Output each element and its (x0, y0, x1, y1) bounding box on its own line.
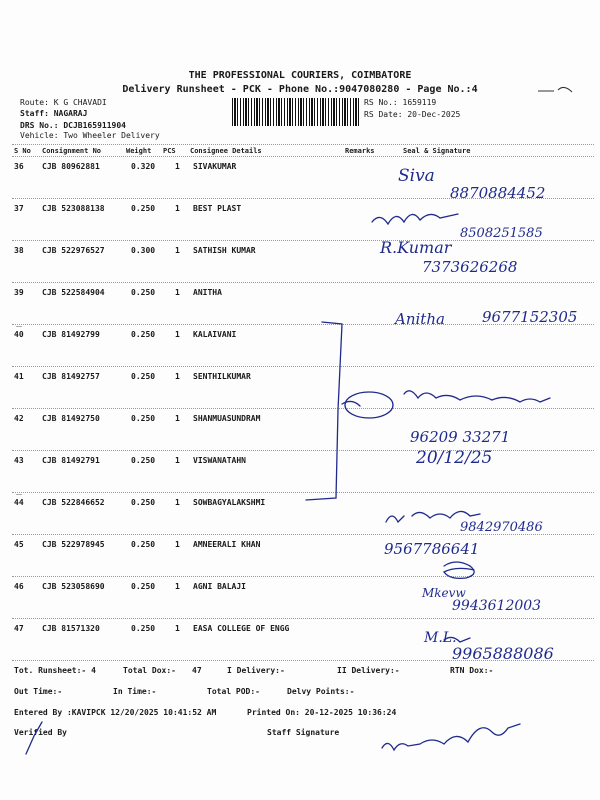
handwritten-phone: 9943612003 (452, 598, 542, 614)
handwritten-signature: Siva (398, 166, 435, 186)
row-pcs: 1 (175, 162, 180, 171)
col-seal-signature: Seal & Signature (403, 147, 471, 155)
row-weight: 0.250 (131, 498, 156, 507)
row-pcs: 1 (175, 330, 180, 339)
row-pcs: 1 (175, 582, 180, 591)
row-sno: 45 (14, 540, 24, 549)
row-weight: 0.250 (131, 540, 156, 549)
col-sno: S No (14, 147, 31, 155)
col-remarks: Remarks (345, 147, 375, 155)
row-pcs: 1 (175, 498, 180, 507)
row-pcs: 1 (175, 624, 180, 633)
handwritten-date: 20/12/25 (416, 448, 493, 468)
col-weight: Weight (126, 147, 152, 155)
row-consignee-name: AMNEERALI KHAN (193, 540, 261, 549)
row-consignee-name: AGNI BALAJI (193, 582, 246, 591)
row-consignee-name: SENTHILKUMAR (193, 372, 251, 381)
col-consignment: Consignment No (42, 147, 102, 155)
entered-by: Entered By :KAVIPCK 12/20/2025 10:41:52 AM (14, 708, 217, 717)
handwritten-phone: 9677152305 (482, 308, 578, 326)
row-sno: 46 (14, 582, 24, 591)
handwritten-signature: Anitha (395, 310, 445, 328)
row-sno: 38 (14, 246, 24, 255)
col-pcs: PCS (163, 147, 176, 155)
row-consignment-no: CJB 81492791 (42, 456, 100, 465)
row-sno: 39 (14, 288, 24, 297)
row-consignment-no: CJB 523058690 (42, 582, 105, 591)
row-weight: 0.320 (131, 162, 156, 171)
row-sno: 47 (14, 624, 24, 633)
row-weight: 0.250 (131, 624, 156, 633)
handwritten-signature: M.L. (424, 630, 457, 646)
out-time: Out Time:- (14, 687, 63, 696)
company-title: THE PROFESSIONAL COURIERS, COIMBATORE (188, 70, 412, 81)
row-pcs: 1 (175, 540, 180, 549)
row-consignment-no: CJB 522846652 (42, 498, 105, 507)
runsheet-subtitle: Delivery Runsheet - PCK - Phone No.:9047080280 - Page No.:4 (122, 84, 478, 95)
staff-signature-label: Staff Signature (267, 728, 340, 737)
row-consignee-name: VISWANATAHN (193, 456, 246, 465)
handwritten-phone: 96209 33271 (410, 428, 511, 446)
staff-label: Staff: NAGARAJ (20, 109, 88, 118)
ii-delivery: II Delivery:- (337, 666, 400, 675)
row-sno: 42 (14, 414, 24, 423)
col-consignee: Consignee Details (190, 147, 262, 155)
vehicle-label: Vehicle: Two Wheeler Delivery (20, 131, 160, 140)
row-weight: 0.250 (131, 582, 156, 591)
row-pcs: 1 (175, 414, 180, 423)
row-consignee-name: SATHISH KUMAR (193, 246, 256, 255)
row-consignment-no: CJB 522978945 (42, 540, 105, 549)
row-consignment-no: CJB 522584904 (42, 288, 105, 297)
margin-tick (16, 326, 22, 327)
row-pcs: 1 (175, 372, 180, 381)
row-sno: 40 (14, 330, 24, 339)
handwritten-phone: 8870884452 (450, 184, 546, 202)
row-consignment-no: CJB 81492750 (42, 414, 100, 423)
margin-tick (16, 494, 22, 495)
total-dox-value: 47 (192, 666, 202, 675)
row-sno: 44 (14, 498, 24, 507)
row-weight: 0.250 (131, 414, 156, 423)
delvy-points: Delvy Points:- (287, 687, 355, 696)
row-consignment-no: CJB 81571320 (42, 624, 100, 633)
row-consignment-no: CJB 522976527 (42, 246, 105, 255)
verified-by: Verified By (14, 728, 67, 737)
handwritten-phone: 9965888086 (452, 644, 554, 663)
handwritten-phone: 7373626268 (422, 258, 518, 276)
row-pcs: 1 (175, 246, 180, 255)
row-consignee-name: BEST PLAST (193, 204, 242, 213)
row-consignment-no: CJB 81492757 (42, 372, 100, 381)
handwritten-phone: 9567786641 (384, 540, 480, 558)
row-consignee-name: SIVAKUMAR (193, 162, 237, 171)
row-sno: 41 (14, 372, 24, 381)
rs-date: RS Date: 20-Dec-2025 (364, 110, 461, 119)
row-consignee-name: KALAIVANI (193, 330, 237, 339)
handwritten-phone: 9842970486 (460, 520, 543, 535)
total-dox-label: Total Dox:- (123, 666, 176, 675)
row-consignment-no: CJB 80962881 (42, 162, 100, 171)
row-weight: 0.300 (131, 246, 156, 255)
row-pcs: 1 (175, 204, 180, 213)
rs-number: RS No.: 1659119 (364, 98, 437, 107)
row-weight: 0.250 (131, 330, 156, 339)
route-label: Route: K G CHAVADI (20, 98, 107, 107)
row-sno: 37 (14, 204, 24, 213)
row-consignee-name: SOWBAGYALAKSHMI (193, 498, 266, 507)
row-sno: 43 (14, 456, 24, 465)
total-pod: Total POD:- (207, 687, 260, 696)
i-delivery: I Delivery:- (227, 666, 285, 675)
handwritten-signature: R.Kumar (380, 238, 452, 257)
tot-runsheet: Tot. Runsheet:- 4 (14, 666, 96, 675)
row-consignee-name: ANITHA (193, 288, 222, 297)
row-consignee-name: EASA COLLEGE OF ENGG (193, 624, 290, 633)
printed-on: Printed On: 20-12-2025 10:36:24 (247, 708, 397, 717)
row-consignment-no: CJB 523088138 (42, 204, 105, 213)
row-pcs: 1 (175, 456, 180, 465)
row-weight: 0.250 (131, 288, 156, 297)
row-consignee-name: SHANMUASUNDRAM (193, 414, 261, 423)
row-weight: 0.250 (131, 456, 156, 465)
row-pcs: 1 (175, 288, 180, 297)
handwritten-signature: Mkevw (422, 586, 466, 600)
row-sno: 36 (14, 162, 24, 171)
row-weight: 0.250 (131, 372, 156, 381)
rtn-dox: RTN Dox:- (450, 666, 494, 675)
drs-label: DRS No.: DCJB165911904 (20, 121, 126, 130)
handwritten-phone: 8508251585 (460, 226, 543, 241)
row-consignment-no: CJB 81492799 (42, 330, 100, 339)
row-weight: 0.250 (131, 204, 156, 213)
in-time: In Time:- (113, 687, 157, 696)
